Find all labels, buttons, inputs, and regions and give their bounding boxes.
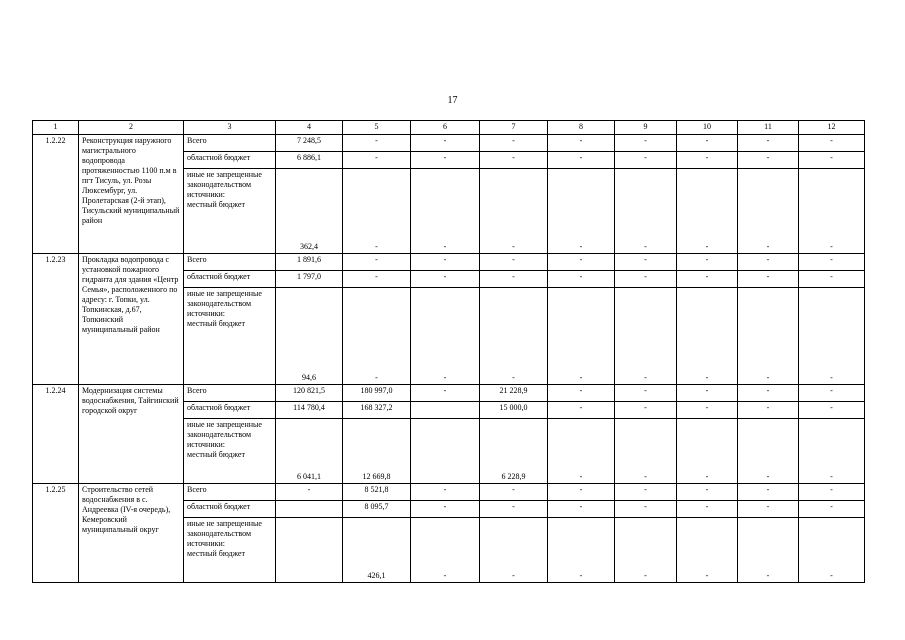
value-cell: - bbox=[799, 135, 865, 152]
column-header: 7 bbox=[480, 121, 548, 135]
table-row bbox=[33, 385, 865, 402]
value-cell: - bbox=[738, 288, 799, 385]
value-cell: - bbox=[738, 402, 799, 419]
value-cell: - bbox=[677, 271, 738, 288]
funding-source-label: областной бюджет bbox=[187, 502, 251, 511]
funding-source-label: Всего bbox=[187, 485, 207, 494]
value-cell: 8 521,8 bbox=[343, 484, 411, 501]
value-cell: - bbox=[411, 271, 480, 288]
column-header: 8 bbox=[548, 121, 615, 135]
value-cell: - bbox=[677, 152, 738, 169]
column-header: 10 bbox=[677, 121, 738, 135]
value-cell: - bbox=[677, 518, 738, 583]
value-cell: - bbox=[738, 169, 799, 254]
value-cell: - bbox=[799, 501, 865, 518]
value-cell: - bbox=[343, 135, 411, 152]
value-cell: - bbox=[548, 501, 615, 518]
value-cell: 114 780,4 bbox=[276, 402, 343, 419]
funding-source-label: Всего bbox=[187, 255, 207, 264]
value-cell: 1 891,6 bbox=[276, 254, 343, 271]
value-cell: - bbox=[343, 152, 411, 169]
value-cell: - bbox=[799, 419, 865, 484]
value-cell: - bbox=[615, 402, 677, 419]
budget-table bbox=[32, 120, 865, 583]
table-row bbox=[33, 254, 865, 271]
value-cell: - bbox=[799, 484, 865, 501]
value-cell: - bbox=[480, 501, 548, 518]
funding-source bbox=[184, 152, 276, 169]
funding-source-note: иные не запрещенные законодательством источники: bbox=[187, 289, 262, 318]
value-cell: - bbox=[677, 135, 738, 152]
value-cell: - bbox=[615, 484, 677, 501]
value-cell: - bbox=[615, 152, 677, 169]
value-cell: - bbox=[480, 152, 548, 169]
value-cell: - bbox=[615, 254, 677, 271]
value-cell: - bbox=[615, 288, 677, 385]
value-cell: - bbox=[799, 271, 865, 288]
value-cell: - bbox=[799, 288, 865, 385]
value-cell: - bbox=[548, 254, 615, 271]
column-header: 6 bbox=[411, 121, 480, 135]
value-cell: - bbox=[411, 254, 480, 271]
value-cell: 94,6 bbox=[276, 288, 343, 385]
funding-source-label: местный бюджет bbox=[187, 200, 245, 209]
value-cell: - bbox=[677, 419, 738, 484]
value-cell: - bbox=[548, 484, 615, 501]
value-cell: - bbox=[411, 169, 480, 254]
value-cell: - bbox=[411, 152, 480, 169]
value-cell: - bbox=[411, 135, 480, 152]
value-cell: - bbox=[738, 501, 799, 518]
funding-source-label: областной бюджет bbox=[187, 272, 251, 281]
value-cell: 21 228,9 bbox=[480, 385, 548, 402]
value-cell: - bbox=[343, 271, 411, 288]
value-cell: - bbox=[799, 169, 865, 254]
value-cell: - bbox=[799, 254, 865, 271]
column-header: 1 bbox=[33, 121, 79, 135]
funding-source bbox=[184, 385, 276, 402]
value-cell: - bbox=[548, 135, 615, 152]
value-cell: - bbox=[411, 501, 480, 518]
item-name: Строительство сетей водоснабжения в с. Андреевка (IV-я очередь), Кемеровский муниципальный округ bbox=[79, 484, 184, 583]
value-cell: - bbox=[548, 385, 615, 402]
funding-source bbox=[184, 271, 276, 288]
value-cell: 15 000,0 bbox=[480, 402, 548, 419]
value-cell bbox=[276, 501, 343, 518]
item-code: 1.2.25 bbox=[33, 484, 79, 583]
value-cell: - bbox=[738, 385, 799, 402]
value-cell: 6 228,9 bbox=[480, 419, 548, 484]
value-cell: - bbox=[738, 484, 799, 501]
value-cell: - bbox=[615, 385, 677, 402]
funding-source bbox=[184, 518, 276, 583]
value-cell: - bbox=[799, 518, 865, 583]
table-row bbox=[33, 484, 865, 501]
value-cell: - bbox=[480, 254, 548, 271]
value-cell: - bbox=[677, 288, 738, 385]
value-cell: - bbox=[343, 254, 411, 271]
value-cell: - bbox=[738, 419, 799, 484]
value-cell: - bbox=[615, 169, 677, 254]
value-cell: - bbox=[411, 385, 480, 402]
column-header: 4 bbox=[276, 121, 343, 135]
column-header: 2 bbox=[79, 121, 184, 135]
value-cell: - bbox=[677, 254, 738, 271]
funding-source-label: Всего bbox=[187, 136, 207, 145]
funding-source bbox=[184, 169, 276, 254]
value-cell: - bbox=[343, 169, 411, 254]
value-cell: 168 327,2 bbox=[343, 402, 411, 419]
item-code: 1.2.23 bbox=[33, 254, 79, 385]
value-cell: - bbox=[548, 419, 615, 484]
value-cell: - bbox=[480, 135, 548, 152]
funding-source-note: иные не запрещенные законодательством источники: bbox=[187, 420, 262, 449]
value-cell: - bbox=[480, 484, 548, 501]
value-cell bbox=[411, 419, 480, 484]
value-cell: 180 997,0 bbox=[343, 385, 411, 402]
funding-source bbox=[184, 419, 276, 484]
item-code: 1.2.24 bbox=[33, 385, 79, 484]
column-header: 3 bbox=[184, 121, 276, 135]
value-cell: 120 821,5 bbox=[276, 385, 343, 402]
funding-source bbox=[184, 484, 276, 501]
value-cell: - bbox=[480, 288, 548, 385]
value-cell: 12 669,8 bbox=[343, 419, 411, 484]
funding-source-label: местный бюджет bbox=[187, 450, 245, 459]
value-cell: - bbox=[677, 484, 738, 501]
value-cell: - bbox=[615, 518, 677, 583]
value-cell: - bbox=[799, 385, 865, 402]
value-cell: - bbox=[615, 501, 677, 518]
funding-source bbox=[184, 402, 276, 419]
value-cell bbox=[276, 518, 343, 583]
value-cell: - bbox=[738, 135, 799, 152]
value-cell: - bbox=[480, 518, 548, 583]
funding-source-label: местный бюджет bbox=[187, 319, 245, 328]
value-cell: - bbox=[677, 169, 738, 254]
value-cell: 8 095,7 bbox=[343, 501, 411, 518]
value-cell: - bbox=[411, 484, 480, 501]
column-header: 5 bbox=[343, 121, 411, 135]
value-cell bbox=[411, 402, 480, 419]
value-cell: - bbox=[738, 152, 799, 169]
value-cell: - bbox=[411, 518, 480, 583]
funding-source-note: иные не запрещенные законодательством источники: bbox=[187, 170, 262, 199]
column-header: 9 bbox=[615, 121, 677, 135]
value-cell: - bbox=[677, 385, 738, 402]
table-row bbox=[33, 135, 865, 152]
value-cell: 426,1 bbox=[343, 518, 411, 583]
value-cell: - bbox=[738, 518, 799, 583]
value-cell: - bbox=[799, 152, 865, 169]
value-cell: - bbox=[343, 288, 411, 385]
value-cell: - bbox=[411, 288, 480, 385]
value-cell: - bbox=[548, 152, 615, 169]
funding-source-note: иные не запрещенные законодательством источники: bbox=[187, 519, 262, 548]
value-cell: - bbox=[480, 169, 548, 254]
value-cell: - bbox=[615, 271, 677, 288]
value-cell: - bbox=[615, 135, 677, 152]
funding-source-label: местный бюджет bbox=[187, 549, 245, 558]
value-cell: 1 797,0 bbox=[276, 271, 343, 288]
column-header: 11 bbox=[738, 121, 799, 135]
funding-source-label: Всего bbox=[187, 386, 207, 395]
column-header: 12 bbox=[799, 121, 865, 135]
value-cell: - bbox=[548, 518, 615, 583]
value-cell: - bbox=[548, 169, 615, 254]
item-name: Прокладка водопровода с установкой пожарного гидранта для здания «Центр Семья», расположенного по адресу: г. Топки, ул. Топкинская, д.67, Топкинский муниципальный район bbox=[79, 254, 184, 385]
value-cell: - bbox=[548, 288, 615, 385]
item-name: Реконструкция наружного магистрального водопровода протяженностью 1100 п.м в пгт Тисуль, ул. Розы Люксембург, ул. Пролетарская (2-й этап), Тисульский муниципальный район bbox=[79, 135, 184, 254]
value-cell: - bbox=[480, 271, 548, 288]
value-cell: 6 886,1 bbox=[276, 152, 343, 169]
funding-source bbox=[184, 254, 276, 271]
funding-source-label: областной бюджет bbox=[187, 403, 251, 412]
item-code: 1.2.22 bbox=[33, 135, 79, 254]
value-cell: - bbox=[548, 402, 615, 419]
value-cell: - bbox=[615, 419, 677, 484]
funding-source bbox=[184, 288, 276, 385]
value-cell: - bbox=[276, 484, 343, 501]
value-cell: 362,4 bbox=[276, 169, 343, 254]
value-cell: - bbox=[677, 402, 738, 419]
value-cell: - bbox=[548, 271, 615, 288]
value-cell: 6 041,1 bbox=[276, 419, 343, 484]
value-cell: - bbox=[677, 501, 738, 518]
funding-source bbox=[184, 135, 276, 152]
value-cell: 7 248,5 bbox=[276, 135, 343, 152]
funding-source bbox=[184, 501, 276, 518]
funding-source-label: областной бюджет bbox=[187, 153, 251, 162]
header-row bbox=[33, 121, 865, 135]
item-name: Модернизация системы водоснабжения, Тайгинский городской округ bbox=[79, 385, 184, 484]
value-cell: - bbox=[738, 271, 799, 288]
value-cell: - bbox=[738, 254, 799, 271]
page-number: 17 bbox=[447, 95, 458, 106]
value-cell: - bbox=[799, 402, 865, 419]
